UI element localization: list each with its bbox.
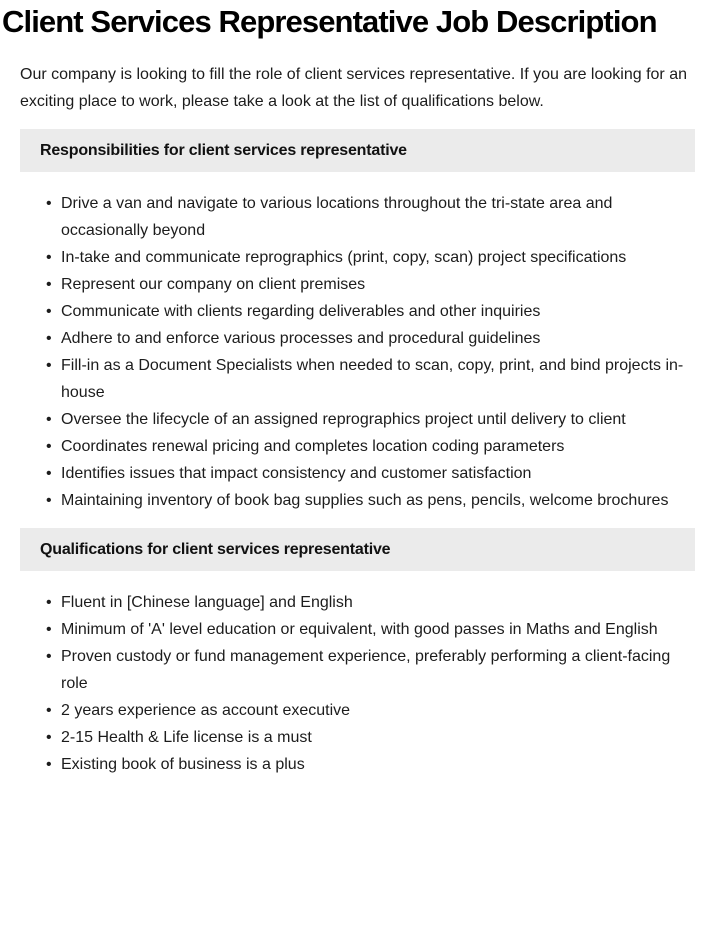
list-item: • In-take and communicate reprographics (print, copy, scan) project specifications — [45, 244, 685, 271]
section-heading-responsibilities-label: Responsibilities for client services representative — [40, 141, 407, 159]
list-item: • Represent our company on client premises — [45, 271, 685, 298]
list-item: • Fill-in as a Document Specialists when needed to scan, copy, print, and bind projects in-house — [45, 352, 685, 406]
list-item: • Communicate with clients regarding deliverables and other inquiries — [45, 298, 685, 325]
list-item: • Fluent in [Chinese language] and English — [45, 589, 685, 616]
list-item: • Maintaining inventory of book bag supplies such as pens, pencils, welcome brochures — [45, 487, 685, 514]
qualifications-list — [45, 589, 685, 778]
list-item: • Identifies issues that impact consistency and customer satisfaction — [45, 460, 685, 487]
list-item: • Existing book of business is a plus — [45, 751, 685, 778]
list-item: • Adhere to and enforce various processes and procedural guidelines — [45, 325, 685, 352]
section-heading-qualifications-label: Qualifications for client services representative — [40, 540, 391, 558]
list-item: • Drive a van and navigate to various locations throughout the tri-state area and occasionally beyond — [45, 190, 685, 244]
list-item: • 2-15 Health & Life license is a must — [45, 724, 685, 751]
page-title: Client Services Representative Job Description — [2, 4, 657, 39]
list-item: • Oversee the lifecycle of an assigned reprographics project until delivery to client — [45, 406, 685, 433]
responsibilities-list — [45, 190, 685, 514]
list-item: • Proven custody or fund management experience, preferably performing a client-facing role — [45, 643, 685, 697]
intro-paragraph: Our company is looking to fill the role of client services representative. If you are looking for an exciting place to work, please take a look at the list of qualifications below. — [20, 66, 687, 110]
list-item: • 2 years experience as account executive — [45, 697, 685, 724]
list-item: • Minimum of 'A' level education or equivalent, with good passes in Maths and English — [45, 616, 685, 643]
section-heading-qualifications — [20, 528, 695, 571]
section-heading-responsibilities — [20, 129, 695, 172]
list-item: • Coordinates renewal pricing and completes location coding parameters — [45, 433, 685, 460]
